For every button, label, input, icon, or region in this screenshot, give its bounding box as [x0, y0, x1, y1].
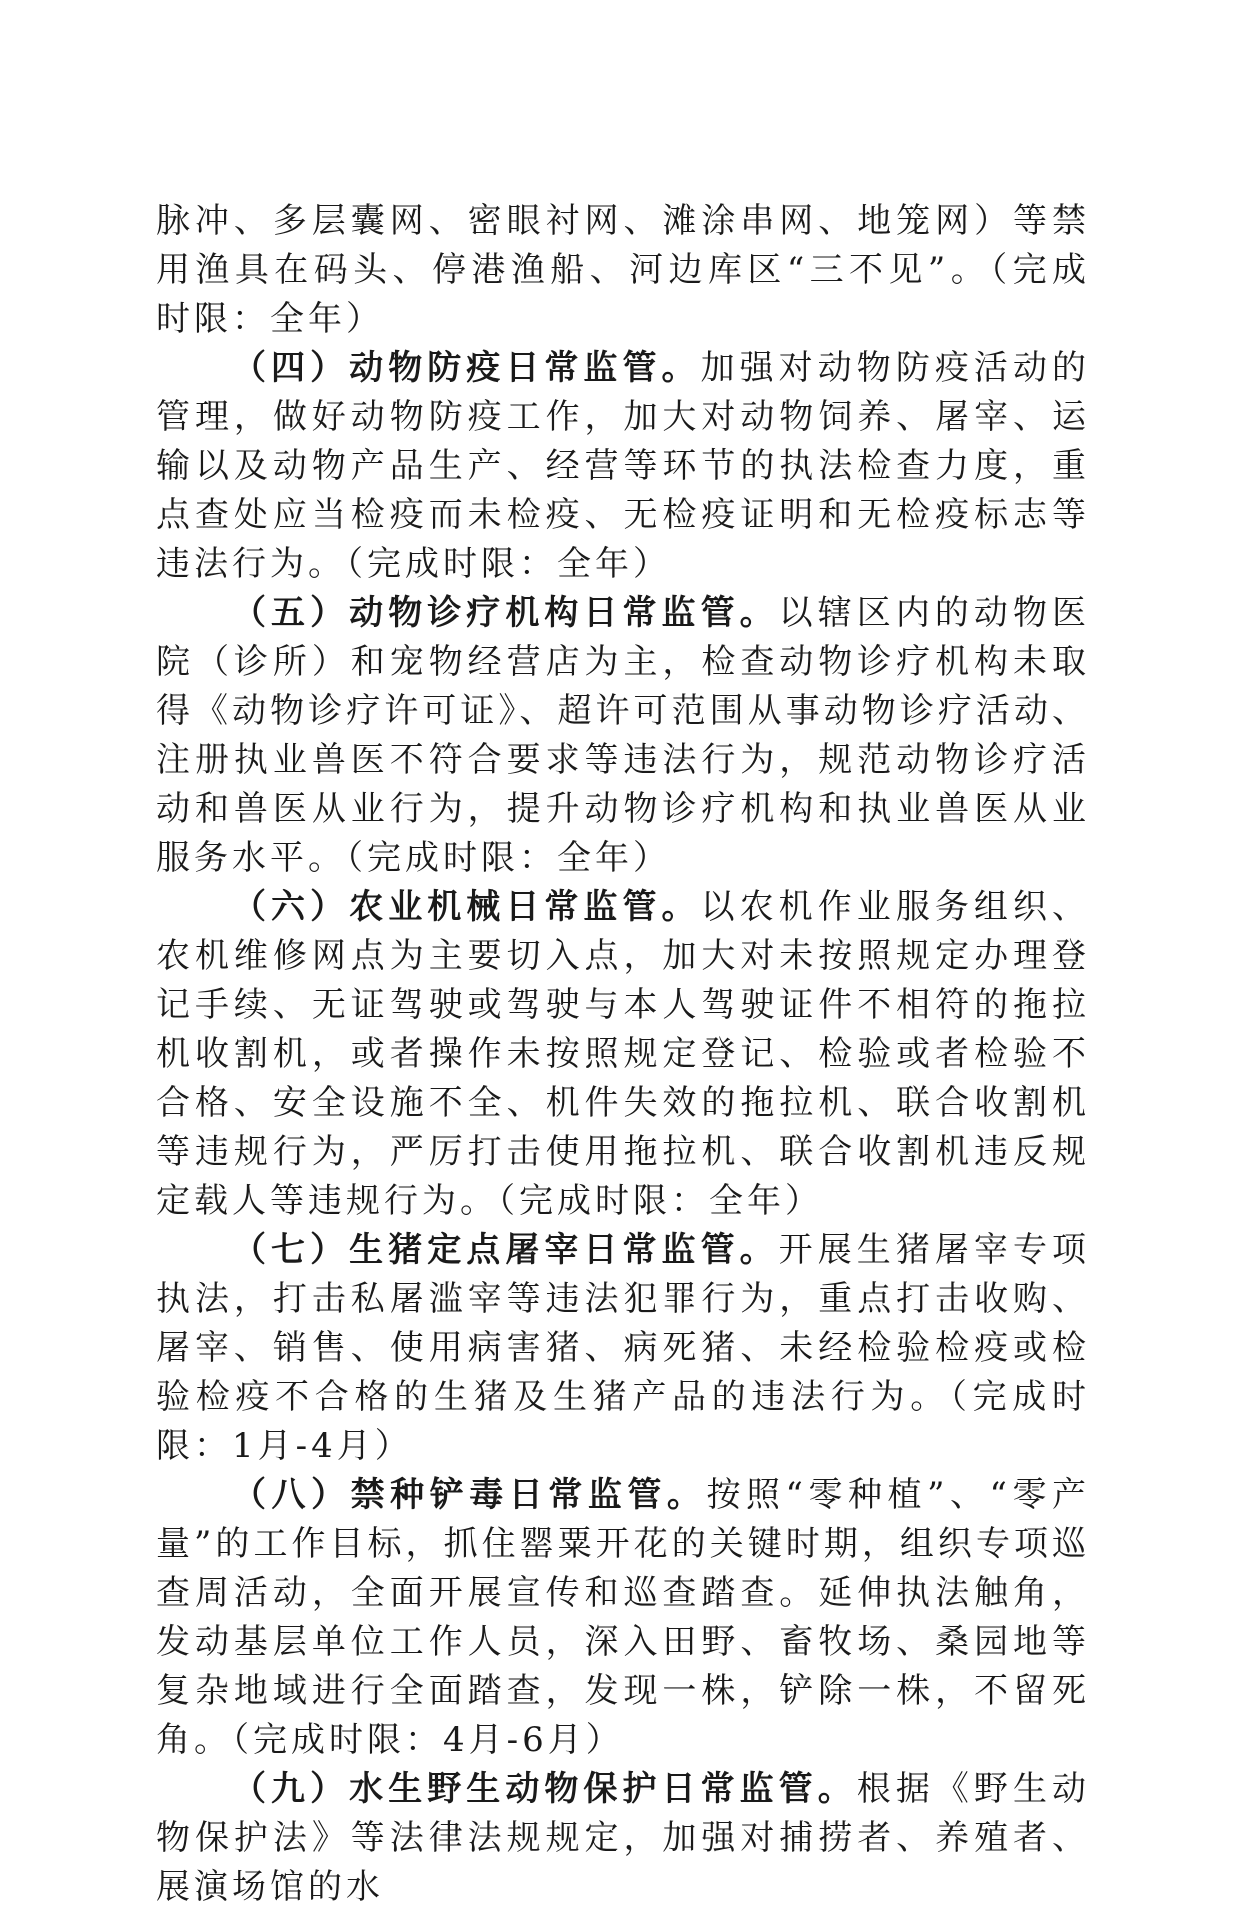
document-body	[156, 197, 1090, 1912]
paragraph-body: 根据《野生动物保护法》等法律法规规定，加强对捕捞者、养殖者、展演场馆的水	[156, 1769, 1091, 1907]
section-heading: （五）动物诊疗机构日常监管。	[232, 593, 779, 633]
paragraph-body: 按照“零种植”、“零产量”的工作目标，抓住罂粟开花的关键时期，组织专项巡查周活动，全面开展宣传和巡查踏查。延伸执法触角，发动基层单位工作人员，深入田野、畜牧场、桑园地等复杂地域进行全面踏查，发现一株，铲除一株，不留死角。（完成时限：4月-6月）	[156, 1475, 1090, 1760]
paragraph-body: 开展生猪屠宰专项执法，打击私屠滥宰等违法犯罪行为，重点打击收购、屠宰、销售、使用病害猪、病死猪、未经检验检疫或检验检疫不合格的生猪及生猪产品的违法行为。（完成时限：1月-4月）	[156, 1230, 1091, 1466]
section-heading: （七）生猪定点屠宰日常监管。	[232, 1230, 779, 1270]
paragraph-body: 加强对动物防疫活动的管理，做好动物防疫工作，加大对动物饲养、屠宰、运输以及动物产品生产、经营等环节的执法检查力度，重点查处应当检疫而未检疫、无检疫证明和无检疫标志等违法行为。（完成时限：全年）	[156, 348, 1091, 584]
paragraph-drug-crop-eradication	[156, 1471, 1090, 1765]
paragraph-agricultural-machinery	[156, 883, 1090, 1226]
paragraph-body: 以农机作业服务组织、农机维修网点为主要切入点，加大对未按照规定办理登记手续、无证驾驶或驾驶与本人驾驶证件不相符的拖拉机收割机，或者操作未按照规定登记、检验或者检验不合格、安全设施不全、机件失效的拖拉机、联合收割机等违规行为，严厉打击使用拖拉机、联合收割机违反规定载人等违规行为。（完成时限：全年）	[156, 887, 1091, 1221]
section-heading: （四）动物防疫日常监管。	[232, 348, 701, 388]
section-heading: （六）农业机械日常监管。	[232, 887, 701, 927]
paragraph-aquatic-wildlife-protection	[156, 1765, 1090, 1912]
paragraph-animal-epidemic-prevention	[156, 344, 1090, 589]
paragraph-body: 脉冲、多层囊网、密眼衬网、滩涂串网、地笼网）等禁用渔具在码头、停港渔船、河边库区“三不见”。（完成时限：全年）	[156, 201, 1090, 339]
paragraph-body: 以辖区内的动物医院（诊所）和宠物经营店为主，检查动物诊疗机构未取得《动物诊疗许可证》、超许可范围从事动物诊疗活动、注册执业兽医不符合要求等违法行为，规范动物诊疗活动和兽医从业行为，提升动物诊疗机构和执业兽医从业服务水平。（完成时限：全年）	[156, 593, 1091, 878]
section-heading: （九）水生野生动物保护日常监管。	[232, 1769, 857, 1809]
paragraph-continuation	[156, 197, 1090, 344]
section-heading: （八）禁种铲毒日常监管。	[232, 1475, 707, 1515]
paragraph-pig-slaughter	[156, 1226, 1090, 1471]
paragraph-animal-clinic-supervision	[156, 589, 1090, 883]
